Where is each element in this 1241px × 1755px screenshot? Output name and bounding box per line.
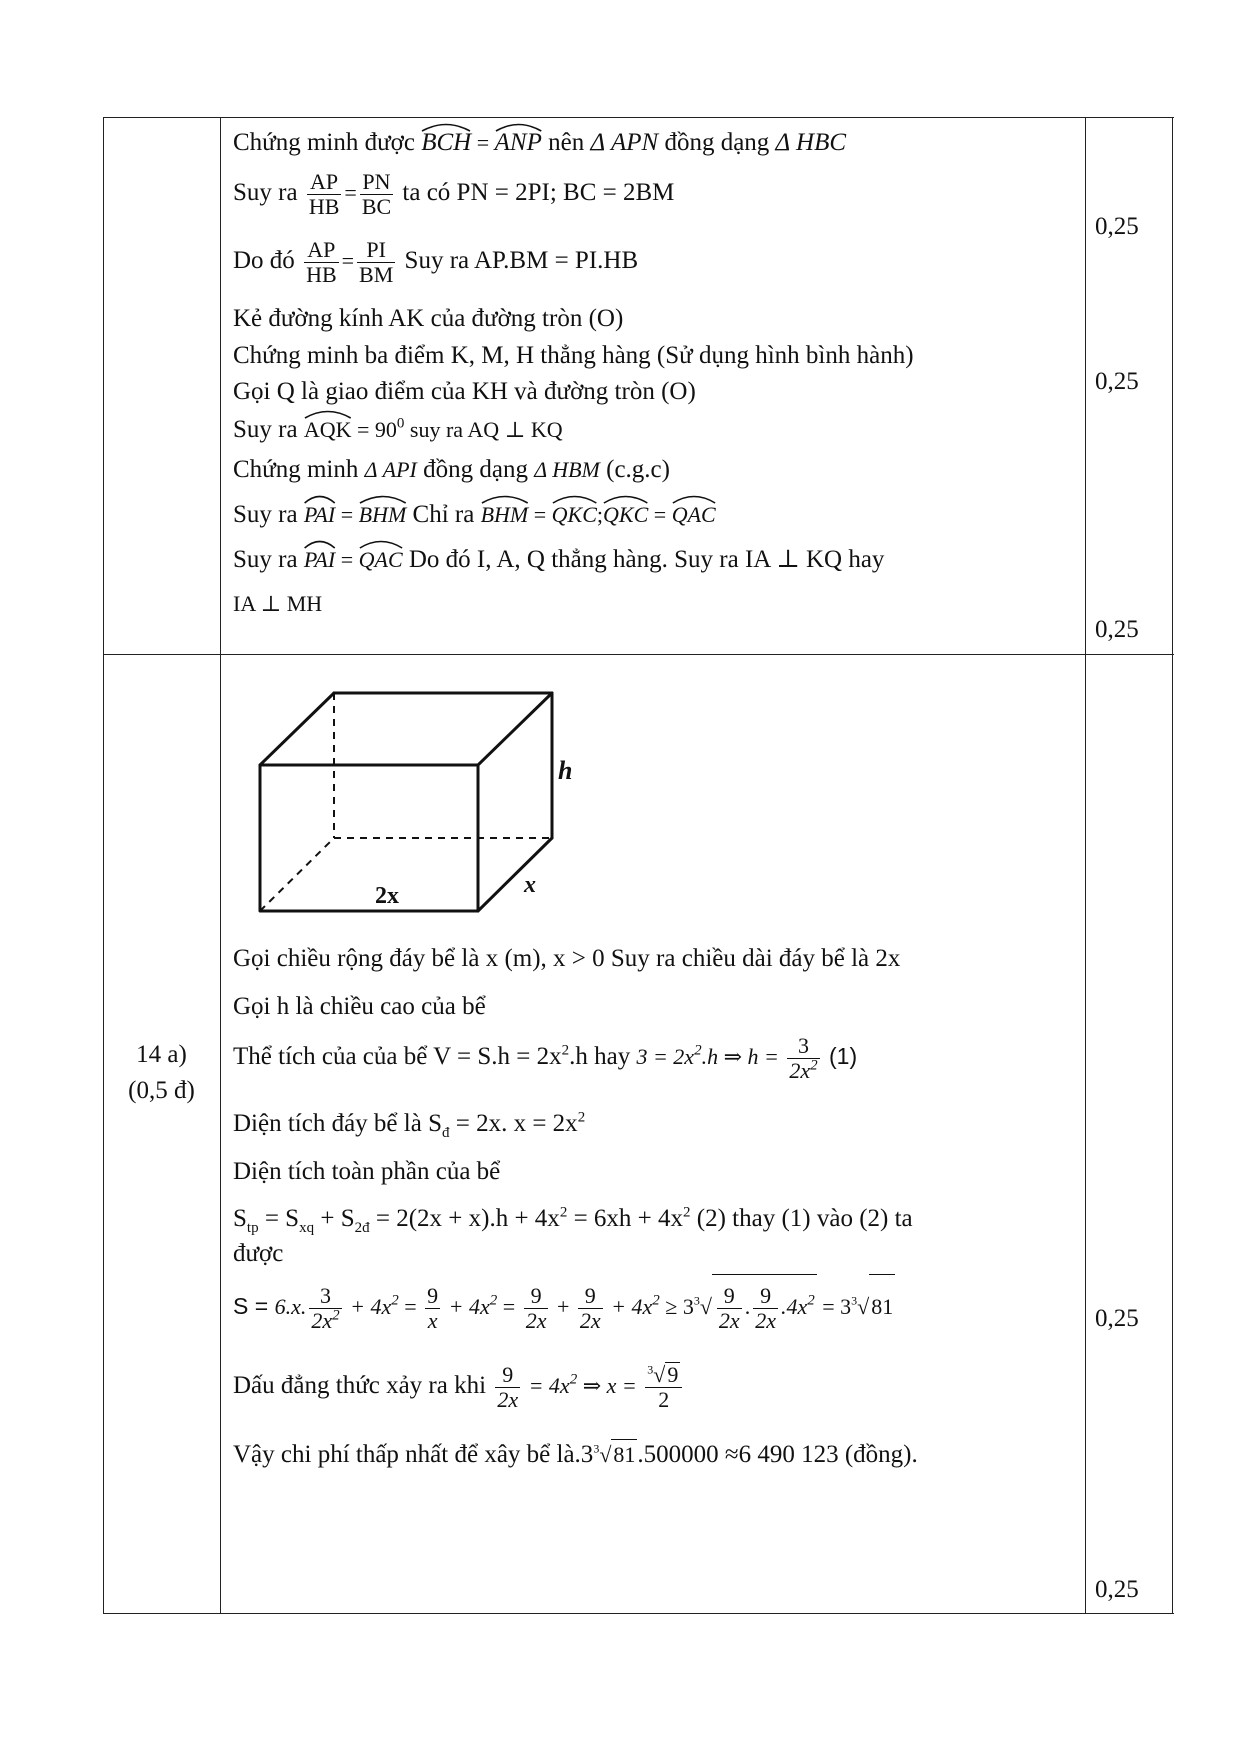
row1-line-2: Suy ra $\frac{AP}{HB}$ = $\frac{PN}{BC}$ ta có PN = 2PI; BC = 2BM xyxy=(233,168,675,219)
row1-line-10: Suy ra PAI = QAC Do đó I, A, Q thẳng hàng. Suy ra IA ⊥ KQ hay xyxy=(233,545,884,575)
row2-line-3: Thể tích của của bể $V = S.h = 2x^2.h$ hay $3 = 2x^2.h$ ⇒ h = $\frac{3}{2x^2}$ (1) xyxy=(233,1032,858,1083)
row2-line-9: Dấu đẳng thức xảy ra khi $\frac{9}{2x}$ = $4x^2$ ⇒ x = $\frac{^3√9}{2}$ xyxy=(233,1354,685,1418)
row2-line-2: Gọi h là chiều cao của bể xyxy=(233,993,486,1020)
row2-score-1: 0,25 xyxy=(1095,1305,1139,1332)
length-label: 2x xyxy=(375,883,399,909)
question-label xyxy=(103,1037,220,1109)
row2-content xyxy=(220,654,1185,1614)
row1-score-3: 0,25 xyxy=(1095,616,1139,643)
row1-line-8: Chứng minh Δ API đồng dạng Δ HBM (c.g.c) xyxy=(233,456,670,483)
row2-line-4: Diện tích đáy bể là $S_đ = 2x$. $x = 2x^2$ xyxy=(233,1109,586,1141)
row1-line-3: Do đó $\frac{AP}{HB}$ = $\frac{PI}{BM}$ Suy ra AP.BM = PI.HB xyxy=(233,236,639,287)
row1-line-9: Suy ra PAI = BHM Chỉ ra BHM = QKC; QKC = QAC xyxy=(233,500,716,530)
row2-line-8: S = 6.x. $\frac{3}{2x^2}$ + $4x^2$ = $\frac{9}{x}$ + $4x^2$ = $\frac{9}{2x}$ + $\frac{9}{2x}$ + $4x^2 \ge 3^3√$ $\frac{9}{2x}$ . $\frac{9}{2x}$ $.4x^2 = 3^3√81$ xyxy=(233,1274,895,1339)
row2-line-1: Gọi chiều rộng đáy bể là x (m), x > 0 Suy ra chiều dài đáy bể là 2x xyxy=(233,945,901,972)
row1-score-2: 0,25 xyxy=(1095,368,1139,395)
row2-line-6: $S_{tp} = S_{xq} + S_{2đ} = 2(2x + x).h + 4x^2 = 6xh + 4x^2$ (2) thay (1) vào (2) ta xyxy=(233,1204,913,1236)
rectangular-tank-figure xyxy=(258,691,598,941)
width-label: x xyxy=(524,872,536,898)
row1-line-1: Chứng minh được BCH = ANP nên Δ APN đồng dạng Δ HBC xyxy=(233,128,846,158)
row2-line-5: Diện tích toàn phần của bể xyxy=(233,1158,501,1185)
row1-line-6: Gọi Q là giao điểm của KH và đường tròn (O) xyxy=(233,378,696,405)
row1-score-1: 0,25 xyxy=(1095,213,1139,240)
height-label: h xyxy=(558,756,573,785)
row2-line-10: Vậy chi phí thấp nhất để xây bể $là.3^3√81.500000 \approx 6$ 490 123 (đồng). xyxy=(233,1441,918,1468)
row2-line-7: được xyxy=(233,1240,284,1267)
row1-line-7: Suy ra AQK = $90^0$ suy ra AQ ⊥ KQ xyxy=(233,415,563,445)
question-points: (0,5 đ) xyxy=(128,1077,195,1104)
table-border-left xyxy=(103,117,104,1614)
row1-line-11: IA ⊥ MH xyxy=(233,591,323,616)
row2-score-2: 0,25 xyxy=(1095,1576,1139,1603)
row1-line-5: Chứng minh ba điểm K, M, H thẳng hàng (Sử dụng hình bình hành) xyxy=(233,342,914,369)
question-number: 14 a) xyxy=(136,1041,187,1068)
row1-line-4: Kẻ đường kính AK của đường tròn (O) xyxy=(233,305,624,332)
